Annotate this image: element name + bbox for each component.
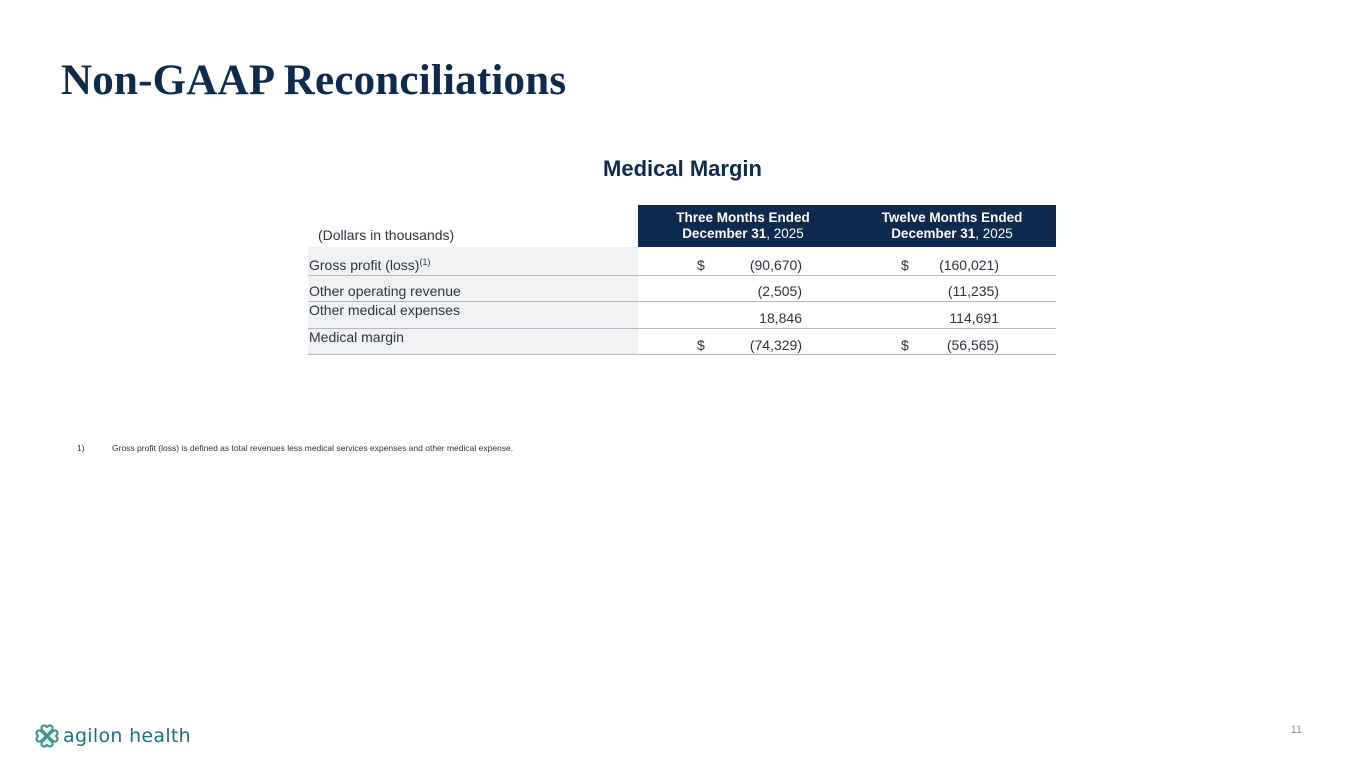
footnote-text: Gross profit (loss) is defined as total revenues less medical services expenses and other medical expense. [112,443,514,453]
table-row [308,247,1056,276]
row-label: Gross profit (loss)$^{(1)}$ [309,257,431,273]
page-number: 11 [1290,724,1302,736]
column-header-year: , 2025 [766,226,804,241]
row-label: Other medical expenses [309,302,460,318]
row-label: Other operating revenue [309,283,461,299]
table-row [308,302,1056,329]
page-title: Non-GAAP Reconciliations [61,57,567,104]
table-title: Medical Margin [603,156,762,181]
currency-symbol: $ [697,337,705,353]
currency-symbol: $ [901,257,909,273]
column-header-line1: Twelve Months Ended [881,210,1023,225]
row-label: Medical margin [309,329,404,345]
twelve-month-value: (11,235) [947,283,999,299]
table-row [308,276,1056,302]
three-month-value: (74,329) [749,337,802,353]
footnote-marker: 1) [77,443,85,453]
footnote [77,443,513,453]
units-label: (Dollars in thousands) [318,227,455,243]
three-month-value: (90,670) [749,257,802,273]
footnote-ref: (1) [419,257,431,267]
column-header-twelve-months [848,205,1056,247]
column-header-date: December 31 [891,226,976,241]
medical-margin-table [308,205,1056,355]
twelve-month-value: (56,565) [946,337,999,353]
column-header-year: , 2025 [975,226,1013,241]
table-row [308,329,1056,355]
three-month-value: 18,846 [759,310,802,326]
twelve-month-value: (160,021) [939,257,999,273]
column-header-line1: Three Months Ended [676,210,810,225]
column-header-three-months [638,205,848,247]
agilon-cross-logo-icon [34,723,60,749]
table-header-row [308,205,1056,247]
twelve-month-value: 114,691 [949,310,999,326]
logo-text: agilon health [63,725,192,747]
column-header-date: December 31 [682,226,767,241]
currency-symbol: $ [697,257,705,273]
company-logo [34,722,191,750]
three-month-value: (2,505) [757,283,802,299]
currency-symbol: $ [901,337,909,353]
